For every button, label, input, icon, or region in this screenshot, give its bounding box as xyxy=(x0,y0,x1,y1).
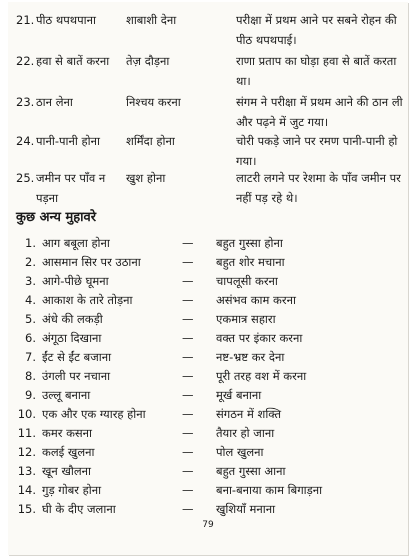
section-title: कुछ अन्य मुहावरे xyxy=(16,210,97,225)
list-item-dash: — xyxy=(182,502,194,516)
list-item-dash: — xyxy=(182,293,194,307)
list-item-idiom: गुड़ गोबर होना xyxy=(42,483,102,497)
list-item-meaning: नष्ट-भ्रष्ट कर देना xyxy=(216,350,285,364)
list-item-meaning: बहुत गुस्सा होना xyxy=(216,236,283,250)
idiom-number: 25. xyxy=(16,171,35,185)
list-item-number: 5. xyxy=(25,312,36,326)
list-item-dash: — xyxy=(182,236,194,250)
list-item-idiom: ईंट से ईंट बजाना xyxy=(42,350,112,364)
list-item-meaning: चापलूसी करना xyxy=(216,274,278,288)
idiom-text: जमीन पर पाँव न पड़ना xyxy=(36,171,106,205)
list-item-number: 7. xyxy=(25,350,36,364)
page-number: 79 xyxy=(202,520,214,530)
idiom-text: पीठ थपथपाना xyxy=(36,13,96,27)
list-item-idiom: एक और एक ग्यारह होना xyxy=(42,407,146,421)
idiom-number: 24. xyxy=(16,134,35,148)
idiom-sentence: राणा प्रताप का घोड़ा हवा से बातें करता था। xyxy=(236,54,397,88)
list-item-meaning: तैयार हो जाना xyxy=(216,426,275,440)
list-item-number: 1. xyxy=(25,236,36,250)
list-item-dash: — xyxy=(182,407,194,421)
list-item-meaning: बहुत शोर मचाना xyxy=(216,255,285,269)
list-item-meaning: वक्त पर इंकार करना xyxy=(216,331,303,345)
list-item-number: 6. xyxy=(25,331,36,345)
list-item-number: 2. xyxy=(25,255,36,269)
list-item-number: 12. xyxy=(17,445,36,459)
list-item-number: 9. xyxy=(25,388,36,402)
idiom-text: ठान लेना xyxy=(36,95,73,109)
idiom-sentence: परीक्षा में प्रथम आने पर सबने रोहन की पीठ थपथपाई। xyxy=(236,13,397,47)
list-item-idiom: आगे-पीछे घूमना xyxy=(42,274,109,288)
list-item-meaning: बना-बनाया काम बिगाड़ना xyxy=(216,483,323,497)
idiom-number: 22. xyxy=(16,54,35,68)
idiom-text: पानी-पानी होना xyxy=(36,134,100,148)
list-item-dash: — xyxy=(182,274,194,288)
idiom-sentence: चोरी पकड़े जाने पर रमण पानी-पानी हो गया। xyxy=(236,134,398,168)
idiom-number: 23. xyxy=(16,95,35,109)
list-item-dash: — xyxy=(182,388,194,402)
list-item-idiom: अंगूठा दिखाना xyxy=(42,331,102,345)
idiom-meaning: शाबाशी देना xyxy=(126,13,177,27)
list-item-number: 10. xyxy=(17,407,36,421)
list-item-number: 8. xyxy=(25,369,36,383)
list-item-number: 13. xyxy=(17,464,36,478)
list-item-dash: — xyxy=(182,369,194,383)
list-item-idiom: आकाश के तारे तोड़ना xyxy=(42,293,133,307)
list-item-number: 3. xyxy=(25,274,36,288)
list-item-idiom: कलई खुलना xyxy=(42,445,95,459)
idiom-meaning: शर्मिंदा होना xyxy=(126,134,175,148)
list-item-idiom: अंधे की लकड़ी xyxy=(42,312,103,326)
list-item-dash: — xyxy=(182,483,194,497)
list-item-idiom: उंगली पर नचाना xyxy=(42,369,111,383)
list-item-idiom: कमर कसना xyxy=(42,426,93,440)
list-item-meaning: संगठन में शक्ति xyxy=(216,407,282,421)
list-item-idiom: खून खौलना xyxy=(42,464,91,478)
list-item-dash: — xyxy=(182,426,194,440)
idiom-sentence: लाटरी लगने पर रेशमा के पाँव जमीन पर नहीं पड़ रहे थे। xyxy=(236,171,401,205)
list-item-dash: — xyxy=(182,331,194,345)
list-item-idiom: आसमान सिर पर उठाना xyxy=(42,255,141,269)
idiom-meaning: खुश होना xyxy=(126,171,166,185)
list-item-meaning: एकमात्र सहारा xyxy=(216,312,276,326)
idiom-meaning: निश्चय करना xyxy=(126,95,181,109)
list-item-dash: — xyxy=(182,312,194,326)
list-item-number: 14. xyxy=(17,483,36,497)
list-item-meaning: खुशियाँ मनाना xyxy=(216,502,276,516)
list-item-dash: — xyxy=(182,350,194,364)
idiom-sentence: संगम ने परीक्षा में प्रथम आने की ठान ली और पढ़ने में जुट गया। xyxy=(236,95,403,129)
list-item-number: 11. xyxy=(17,426,36,440)
idiom-meaning: तेज़ दौड़ना xyxy=(126,54,170,68)
list-item-meaning: पूरी तरह वश में करना xyxy=(216,369,307,383)
list-item-number: 15. xyxy=(17,502,36,516)
list-item-meaning: बहुत गुस्सा आना xyxy=(216,464,286,478)
idiom-number: 21. xyxy=(16,13,35,27)
list-item-number: 4. xyxy=(25,293,36,307)
list-item-idiom: घी के दीए जलाना xyxy=(42,502,116,516)
list-item-dash: — xyxy=(182,255,194,269)
list-item-meaning: असंभव काम करना xyxy=(216,293,296,307)
textbook-page xyxy=(8,2,408,555)
list-item-dash: — xyxy=(182,445,194,459)
list-item-meaning: पोल खुलना xyxy=(216,445,264,459)
list-item-dash: — xyxy=(182,464,194,478)
idiom-text: हवा से बातें करना xyxy=(36,54,110,68)
list-item-meaning: मूर्ख बनाना xyxy=(216,388,262,402)
list-item-idiom: आग बबूला होना xyxy=(42,236,110,250)
list-item-idiom: उल्लू बनाना xyxy=(42,388,91,402)
